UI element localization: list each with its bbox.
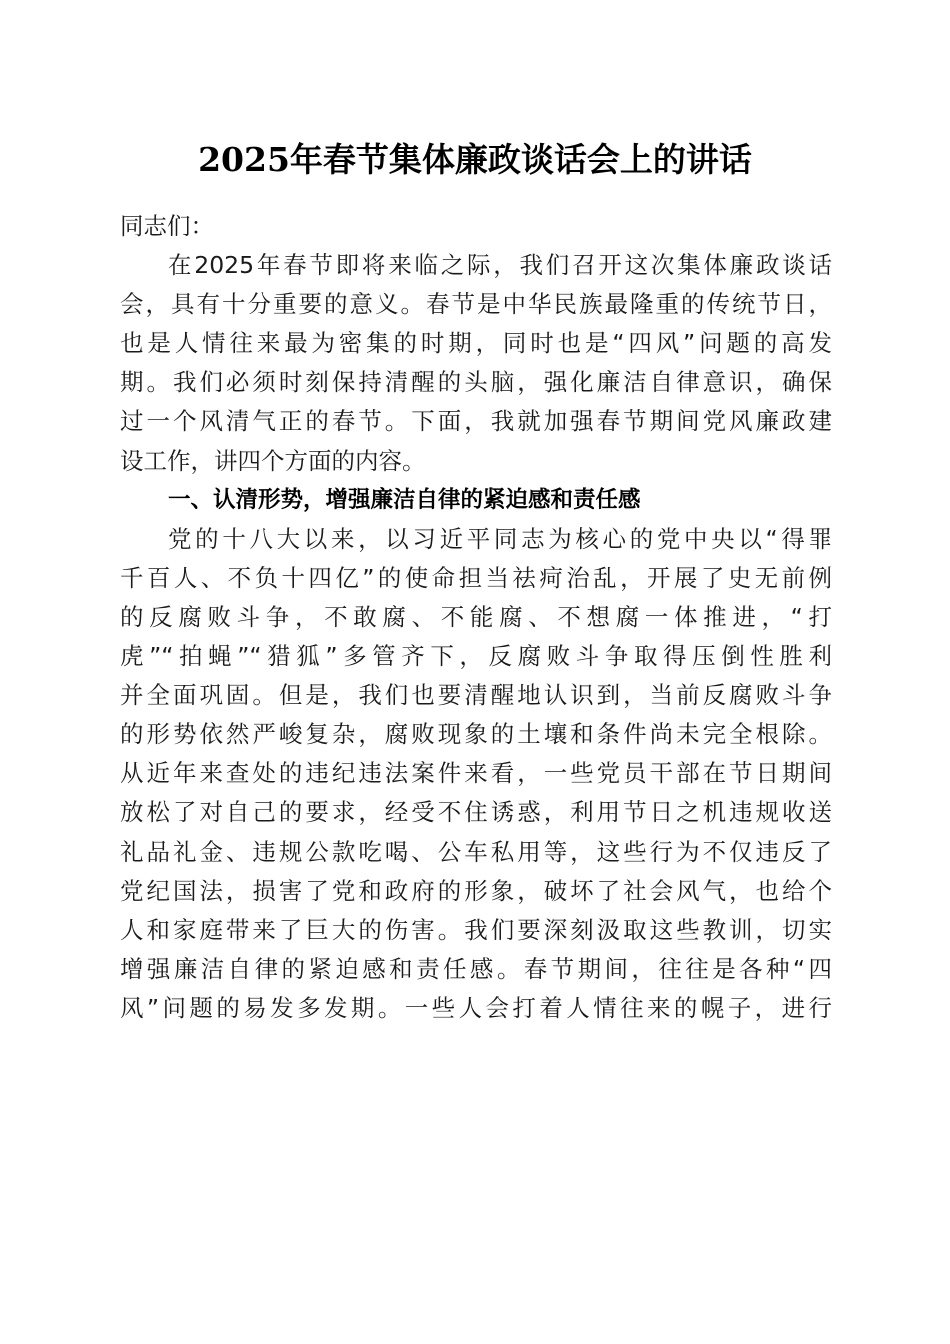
text-line: 设工作，讲四个方面的内容。 [120, 446, 426, 475]
text-line: 在2025年春节即将来临之际，我们召开这次集体廉政谈话 [168, 251, 832, 280]
text-line: 党的十八大以来，以习近平同志为核心的党中央以“得罪 [168, 524, 832, 553]
salutation: 同志们： [120, 212, 214, 240]
text-line: 期。我们必须时刻保持清醒的头脑，强化廉洁自律意识，确保 [120, 368, 832, 397]
text-line: 也是人情往来最为密集的时期，同时也是“四风”问题的高发 [120, 329, 832, 358]
text-line: 风”问题的易发多发期。一些人会打着人情往来的幌子，进行 [120, 993, 832, 1022]
text-line: 增强廉洁自律的紧迫感和责任感。春节期间，往往是各种“四 [120, 954, 832, 983]
text-line: 的形势依然严峻复杂，腐败现象的土壤和条件尚未完全根除。 [120, 720, 832, 749]
text-line: 放松了对自己的要求，经受不住诱惑，利用节日之机违规收送 [120, 798, 832, 827]
section-heading-1: 一、认清形势，增强廉洁自律的紧迫感和责任感 [168, 486, 641, 513]
document-title: 2025年春节集体廉政谈话会上的讲话 [198, 140, 752, 179]
text-line: 人和家庭带来了巨大的伤害。我们要深刻汲取这些教训，切实 [120, 915, 832, 944]
text-line: 党纪国法，损害了党和政府的形象，破坏了社会风气，也给个 [120, 876, 832, 905]
paragraph-section-1 [120, 520, 832, 1028]
text-line: 虎”“拍蝇”“猎狐”多管齐下，反腐败斗争取得压倒性胜利 [120, 642, 832, 671]
text-line: 千百人、不负十四亿”的使命担当祛疴治乱，开展了史无前例 [120, 563, 832, 592]
text-line: 会，具有十分重要的意义。春节是中华民族最隆重的传统节日， [120, 290, 832, 319]
text-line: 从近年来查处的违纪违法案件来看，一些党员干部在节日期间 [120, 759, 832, 788]
text-line: 过一个风清气正的春节。下面，我就加强春节期间党风廉政建 [120, 407, 832, 436]
document-body [120, 207, 832, 1028]
text-line: 礼品礼金、违规公款吃喝、公车私用等，这些行为不仅违反了 [120, 837, 832, 866]
text-line: 并全面巩固。但是，我们也要清醒地认识到，当前反腐败斗争 [120, 681, 832, 710]
text-line: 的反腐败斗争，不敢腐、不能腐、不想腐一体推进，“打 [120, 602, 832, 631]
paragraph-intro [120, 246, 832, 481]
